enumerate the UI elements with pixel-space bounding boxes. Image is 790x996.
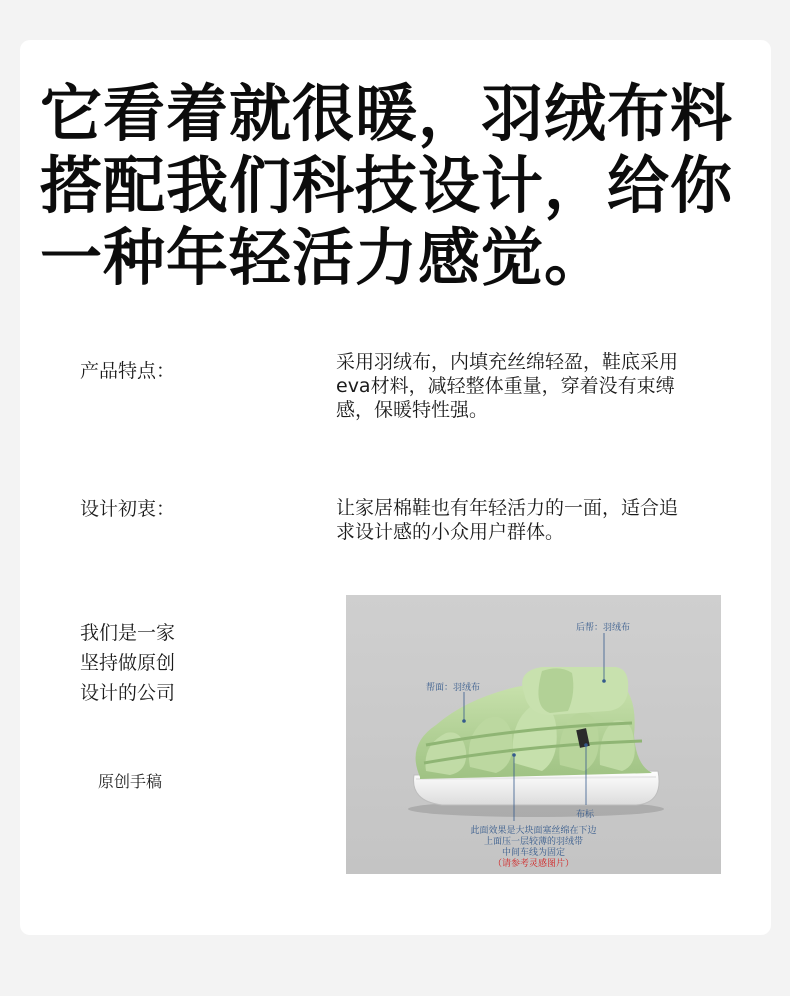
headline	[40, 78, 760, 294]
sketch-note-1: 此面效果是大块面塞丝绵在下边	[470, 826, 597, 836]
headline-line-2: 搭配我们科技设计，给你	[40, 149, 734, 222]
sketch-note-3: 中间车线为固定	[501, 848, 565, 858]
sketch-note-4: （请参考灵感图片）	[492, 859, 574, 869]
company-line-2: 坚持做原创	[80, 652, 176, 674]
features-line-2: eva材料，减轻整体重量，穿着没有束缚	[336, 375, 675, 397]
sketch-label: 原创手稿	[98, 772, 163, 791]
headline-line-1: 它看着就很暖，羽绒布料	[40, 77, 734, 150]
company-line-1: 我们是一家	[80, 622, 176, 644]
features-description	[336, 350, 756, 422]
intent-line-1: 让家居棉鞋也有年轻活力的一面，适合追	[336, 497, 679, 519]
intent-description	[336, 496, 756, 544]
tag-annotation: 布标	[576, 810, 595, 820]
sketch-note-2: 上面压一层较薄的羽绒带	[483, 837, 583, 847]
upper-annotation: 帮面：羽绒布	[426, 683, 481, 693]
intent-label: 设计初衷：	[80, 498, 176, 520]
features-label: 产品特点：	[80, 360, 176, 382]
company-statement	[80, 618, 175, 708]
heel-annotation: 后帮：羽绒布	[576, 623, 631, 633]
shoe-sketch-figure	[346, 595, 721, 874]
company-line-3: 设计的公司	[80, 682, 176, 704]
intent-line-2: 求设计感的小众用户群体。	[336, 521, 565, 543]
features-line-3: 感，保暖特性强。	[336, 399, 489, 421]
features-line-1: 采用羽绒布，内填充丝绵轻盈，鞋底采用	[336, 351, 679, 373]
headline-line-3: 一种年轻活力感觉。	[40, 221, 608, 294]
